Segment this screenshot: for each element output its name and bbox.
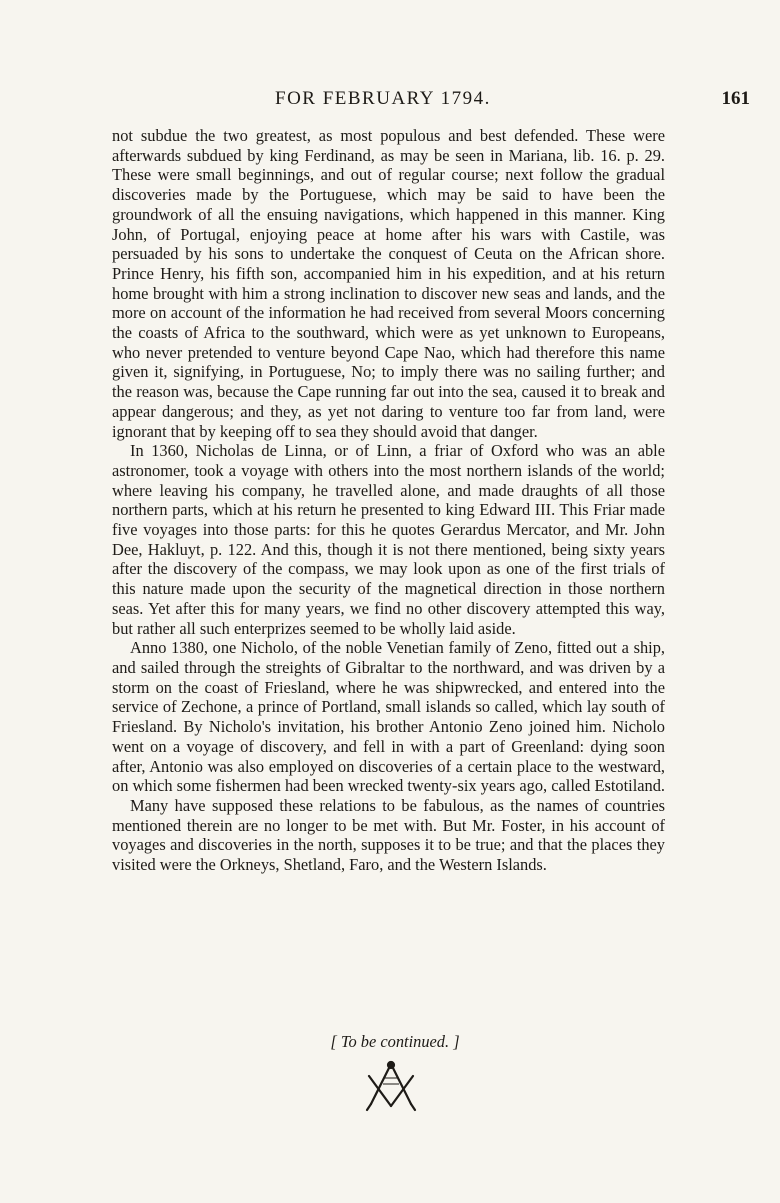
paragraph: Anno 1380, one Nicholo, of the noble Venetian family of Zeno, fitted out a ship, and sailed through the streights of Gibraltar to the northward, and was driven by a storm on the coast of Friesland, where he was shipwrecked, and entered into the service of Zechone, a prince of Portland, small islands so called, which lay south of Friesland. By Nicholo's invitation, his brother Antonio Zeno joined him. Nicholo went on a voyage of discovery, and fell in with a part of Greenland: dying soon after, Antonio was also employed on discoveries of a certain place to the westward, on which some fishermen had been wrecked twenty-six years ago, called Estotiland. — [112, 638, 666, 796]
continuation-note: [ To be continued. ] — [330, 1032, 460, 1051]
paragraph: Many have supposed these relations to be fabulous, as the names of countries mentioned therein are no longer to be met with. But Mr. Foster, in his account of voyages and discoveries in the north, supposes it to be true; and that the places they visited were the Orkneys, Shetland, Faro, and the Western Islands. — [112, 795, 665, 875]
running-head — [110, 88, 750, 118]
paragraph: In 1360, Nicholas de Linna, or of Linn, a friar of Oxford who was an able astronomer, took a voyage with others into the most northern islands of the world; where leaving his company, he travelled alone, and made draughts of all those northern parts, which at his return he presented to king Edward III. This Friar made five voyages into those parts: for this he quotes Gerardus Mercator, and Mr. John Dee, Hakluyt, p. 122. And this, though it is not there mentioned, being sixty years after the discovery of the compass, we may look upon as one of the first trials of this nature made upon the security of the magnetical direction in those northern seas. Yet after this for many years, we find no other discovery attempted this way, but rather all such enterprizes seemed to be wholly laid aside. — [112, 441, 665, 638]
page-number: 161 — [721, 88, 750, 109]
article-body — [112, 126, 665, 875]
square-and-compasses-icon — [361, 1058, 421, 1114]
paragraph: not subdue the two greatest, as most populous and best defended. These were afterwards subdued by king Ferdinand, as may be seen in Mariana, lib. 16. p. 29. These were small beginnings, and out of regular course; next follow the gradual discoveries made by the Portuguese, which may be said to have been the groundwork of all the ensuing navigations, which happened in this manner. King John, of Portugal, enjoying peace at home after his wars with Castile, was persuaded by his sons to undertake the conquest of Ceuta on the African shore. Prince Henry, his fifth son, accompanied him in his expedition, and at his return home brought with him a strong inclination to discover new seas and lands, and the more on account of the information he had received from several Moors concerning the coasts of Africa to the southward, which were as yet unknown to Europeans, who never pretended to venture beyond Cape Nao, which had therefore this name given it, signifying, in Portuguese, No; to imply there was no sailing further; and the reason was, because the Cape running far out into the sea, caused it to break and appear dangerous; and they, as yet not daring to venture too far from land, were ignorant that by keeping off to sea they should avoid that danger. — [112, 126, 665, 441]
running-title: FOR FEBRUARY 1794. — [275, 88, 491, 109]
